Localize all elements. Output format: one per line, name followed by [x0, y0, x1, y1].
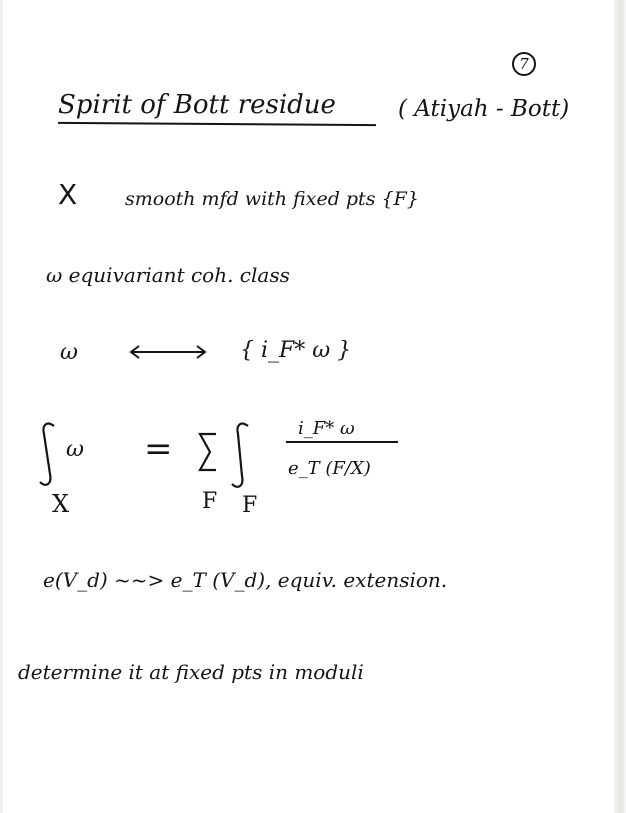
- equals-sign: =: [144, 429, 173, 469]
- equivariant-class-line: ω equivariant coh. class: [46, 263, 290, 287]
- page-title: Spirit of Bott residue: [58, 90, 336, 120]
- lhs-integrand: ω: [66, 437, 84, 462]
- scan-edge-left: [0, 0, 3, 813]
- page-number: 7: [512, 52, 536, 76]
- integral-sign-rhs: [232, 424, 248, 487]
- manifold-description: smooth mfd with fixed pts {F}: [125, 188, 419, 210]
- localization-formula: [36, 404, 416, 524]
- integral-sign-lhs: [40, 424, 54, 485]
- title-underline: [58, 122, 376, 126]
- euler-class-extension: e(V_d) ~~> e_T (V_d), equiv. extension.: [43, 568, 448, 592]
- moduli-fixed-points-line: determine it at fixed pts in moduli: [18, 660, 364, 684]
- integral-domain: F: [242, 493, 258, 518]
- lhs-domain: X: [52, 490, 70, 518]
- double-arrow-icon: [125, 340, 215, 364]
- manifold-symbol: X: [58, 178, 78, 211]
- title-attribution: ( Atiyah - Bott): [398, 96, 570, 122]
- fraction-denominator: e_T (F/X): [288, 458, 371, 479]
- summation-icon: [200, 434, 216, 470]
- scan-edge-right: [614, 0, 626, 813]
- correspondence-right: { i_F* ω }: [240, 338, 352, 363]
- sum-index: F: [202, 489, 218, 514]
- correspondence-left: ω: [60, 340, 78, 365]
- fraction-numerator: i_F* ω: [298, 418, 355, 439]
